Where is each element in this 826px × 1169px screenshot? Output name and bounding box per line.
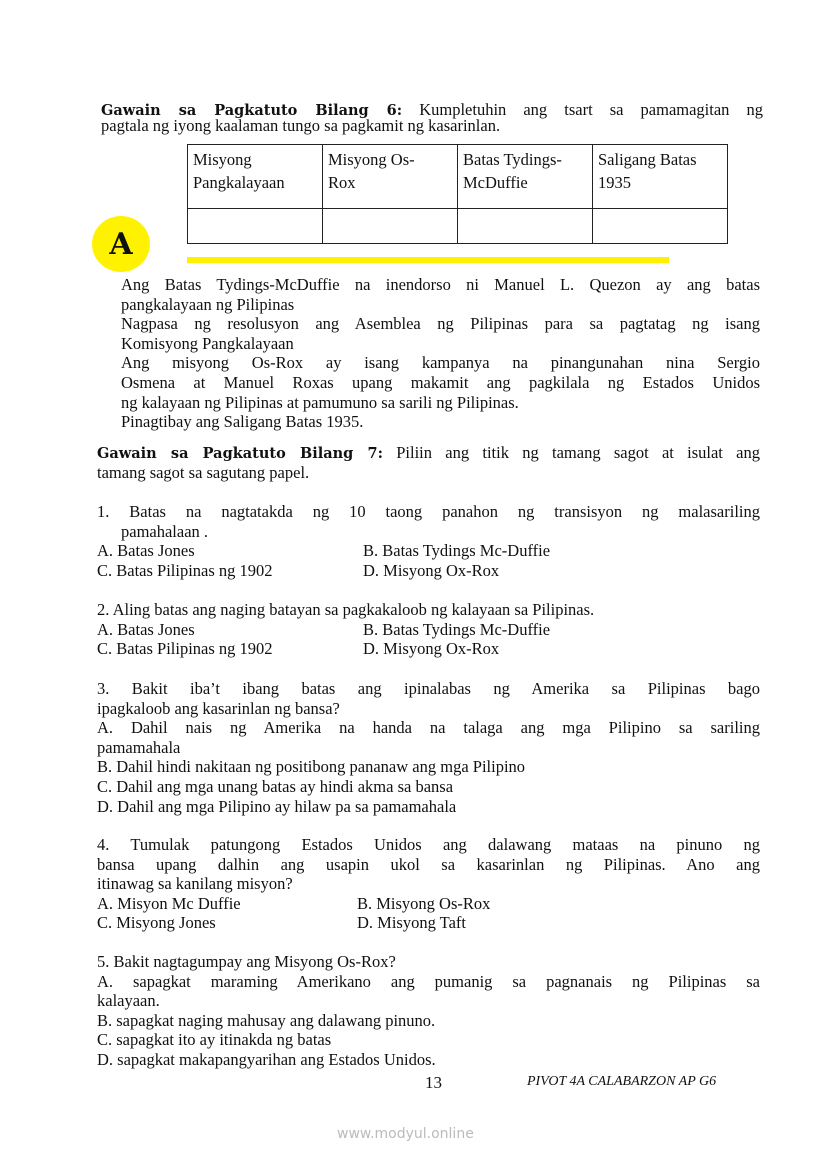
section-badge: A <box>92 216 150 272</box>
table-header-cell <box>458 145 593 209</box>
header-text: Misyong Os- <box>328 150 415 169</box>
bullet-item-text: Osmena at Manuel Roxas upang makamit ang pagkilala ng Estados Unidos <box>121 373 760 392</box>
question-stem: 4. Tumulak patungong Estados Unidos ang dalawang mataas na pinuno ng <box>97 835 760 854</box>
answer-option[interactable]: B. Dahil hindi nakitaan ng positibong pananaw ang mga Pilipino <box>97 757 526 777</box>
header-text: Saligang Batas <box>598 150 697 169</box>
question-stem: itinawag sa kanilang misyon? <box>97 874 293 894</box>
answer-option[interactable]: D. Misyong Taft <box>357 913 466 933</box>
header-text: 1935 <box>598 173 631 192</box>
bullet-item-text: Nagpasa ng resolusyon ang Asemblea ng Pilipinas para sa pagtatag ng isang <box>121 314 760 334</box>
header-text: McDuffie <box>463 173 528 192</box>
answer-option[interactable]: C. Batas Pilipinas ng 1902 <box>97 639 273 659</box>
table-header-cell <box>323 145 458 209</box>
header-text: Rox <box>328 173 356 192</box>
page-number: 13 <box>425 1073 442 1092</box>
answer-option[interactable]: B. Batas Tydings Mc-Duffie <box>363 619 551 639</box>
question-stem: 5. Bakit nagtagumpay ang Misyong Os-Rox? <box>97 952 396 971</box>
question-stem: 1. Batas na nagtatakda ng 10 taong panahon ng transisyon ng malasariling <box>97 502 760 521</box>
answer-option[interactable]: D. Dahil ang mga Pilipino ay hilaw pa sa pamamahala <box>97 796 457 816</box>
bullet-item-text: Komisyong Pangkalayaan <box>121 333 294 353</box>
question-stem: pamahalaan . <box>121 521 209 541</box>
answer-cell[interactable] <box>188 209 323 244</box>
answer-option[interactable]: C. Misyong Jones <box>97 913 216 933</box>
answer-option[interactable]: D. Misyong Ox-Rox <box>363 639 500 659</box>
header-text: Batas Tydings- <box>463 150 562 169</box>
question-stem: ipagkaloob ang kasarinlan ng bansa? <box>97 698 340 718</box>
table-header-cell <box>188 145 323 209</box>
activity6-instruction-line1: Gawain sa Pagkatuto Bilang 6: Kumpletuhin ang tsart sa pamamagitan ng <box>101 100 763 119</box>
answer-option[interactable]: A. Batas Jones <box>97 541 195 561</box>
chart-table <box>187 144 728 244</box>
question-stem: bansa upang dalhin ang usapin ukol sa kasarinlan ng Pilipinas. Ano ang <box>97 854 760 874</box>
yellow-divider <box>187 257 669 263</box>
answer-option[interactable]: pamamahala <box>97 737 181 757</box>
activity6-label: Gawain sa Pagkatuto Bilang 6: <box>101 102 403 119</box>
bullet-item-text: Pinagtibay ang Saligang Batas 1935. <box>121 412 364 432</box>
bullet-item-text: pangkalayaan ng Pilipinas <box>121 294 295 314</box>
table-header-row <box>188 145 728 209</box>
activity7-instruction-line2: tamang sagot sa sagutang papel. <box>97 463 310 482</box>
answer-option[interactable]: A. Batas Jones <box>97 619 195 639</box>
answer-option[interactable]: D. Misyong Ox-Rox <box>363 560 500 580</box>
table-header-cell <box>593 145 728 209</box>
watermark: www.modyul.online <box>337 1126 474 1142</box>
answer-option[interactable]: B. Misyong Os-Rox <box>357 893 491 913</box>
bullet-item-text: Ang misyong Os-Rox ay isang kampanya na pinangunahan nina Sergio <box>121 353 760 373</box>
answer-option[interactable]: C. Batas Pilipinas ng 1902 <box>97 560 273 580</box>
series-label: PIVOT 4A CALABARZON AP G6 <box>527 1074 717 1089</box>
activity6-instruction-line2: pagtala ng iyong kaalaman tungo sa pagkamit ng kasarinlan. <box>101 116 501 135</box>
answer-cell[interactable] <box>458 209 593 244</box>
answer-option[interactable]: A. Misyon Mc Duffie <box>97 893 241 913</box>
header-text: Misyong <box>193 150 252 169</box>
bullet-item-text: Ang Batas Tydings-McDuffie na inendorso ni Manuel L. Quezon ay ang batas <box>121 275 760 294</box>
answer-option[interactable]: A. sapagkat maraming Amerikano ang pumanig sa pagnanais ng Pilipinas sa <box>97 971 760 991</box>
answer-option[interactable]: A. Dahil nais ng Amerika na handa na talaga ang mga Pilipino sa sariling <box>97 718 760 738</box>
activity7-instruction-line1: Gawain sa Pagkatuto Bilang 7: Piliin ang titik ng tamang sagot at isulat ang <box>97 443 760 462</box>
question-stem: 3. Bakit iba’t ibang batas ang ipinalabas ng Amerika sa Pilipinas bago <box>97 679 760 698</box>
answer-cell[interactable] <box>323 209 458 244</box>
bullet-item-text: ng kalayaan ng Pilipinas at pamumuno sa sarili ng Pilipinas. <box>121 392 519 412</box>
answer-option[interactable]: B. Batas Tydings Mc-Duffie <box>363 541 551 561</box>
answer-option[interactable]: D. sapagkat makapangyarihan ang Estados Unidos. <box>97 1050 436 1069</box>
answer-option[interactable]: B. sapagkat naging mahusay ang dalawang pinuno. <box>97 1010 436 1030</box>
answer-cell[interactable] <box>593 209 728 244</box>
activity7-label: Gawain sa Pagkatuto Bilang 7: <box>97 445 383 462</box>
answer-option[interactable]: kalayaan. <box>97 991 160 1011</box>
answer-option[interactable]: C. Dahil ang mga unang batas ay hindi akma sa bansa <box>97 777 454 796</box>
header-text: Pangkalayaan <box>193 173 285 192</box>
question-stem: 2. Aling batas ang naging batayan sa pagkakaloob ng kalayaan sa Pilipinas. <box>97 600 595 619</box>
table-answer-row <box>188 209 728 244</box>
answer-option[interactable]: C. sapagkat ito ay itinakda ng batas <box>97 1030 332 1050</box>
